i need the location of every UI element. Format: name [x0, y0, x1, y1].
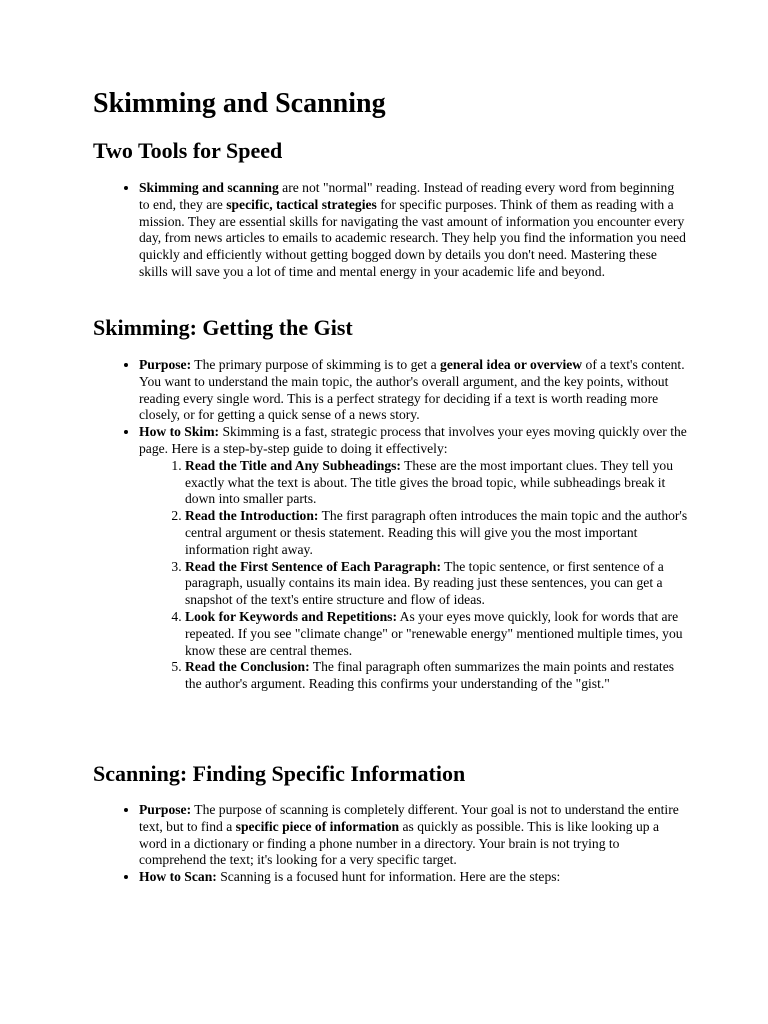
bold-label: Read the Conclusion: [185, 659, 310, 675]
bold-text: specific piece of information [235, 818, 400, 834]
bold-label: Look for Keywords and Repetitions: [185, 608, 397, 624]
section-scanning [93, 802, 688, 886]
numbered-item [185, 659, 688, 693]
body-text: The final paragraph often summarizes the main points and restates the author's argument. Reading this confirms your understanding of the "gist." [185, 659, 675, 692]
section-heading-skimming: Skimming: Getting the Gist [93, 315, 353, 340]
numbered-item [185, 609, 688, 659]
bullet-list [93, 802, 688, 886]
list-item [139, 424, 688, 693]
body-text: Scanning is a focused hunt for information. Here are the steps: [216, 869, 561, 885]
numbered-item [185, 508, 688, 558]
body-text: Skimming is a fast, strategic process that involves your eyes moving quickly over the page. Here is a step-by-step guide to doing it effectively: [139, 424, 687, 456]
bold-text: general idea or overview [440, 357, 583, 372]
page-title: Skimming and Scanning [93, 88, 386, 119]
body-text: The first paragraph often introduces the main topic and the author's central argument or thesis statement. Reading this will give you the most important information right away. [185, 508, 688, 557]
body-text: The primary purpose of skimming is to get a [191, 357, 441, 372]
body-text: The purpose of scanning is completely different. Your goal is not to understand the entire text, but to find a [139, 802, 679, 834]
bold-label: Read the Introduction: [185, 508, 319, 524]
bold-label: Purpose: [139, 357, 192, 372]
section-heading-scanning: Scanning: Finding Specific Information [93, 761, 466, 786]
body-text: As your eyes move quickly, look for words that are repeated. If you see "climate change" or "renewable energy" mentioned multiple times, you know these are central themes. [185, 608, 683, 658]
bold-text: specific, tactical strategies [226, 196, 377, 212]
body-text: as quickly as possible. This is like looking up a word in a dictionary or finding a phone number in a directory. Your brain is not trying to comprehend the text; it's looking for a very specific target. [139, 818, 660, 868]
bullet-list [93, 357, 688, 693]
bullet-list [93, 180, 688, 281]
list-item [139, 357, 688, 424]
list-item [139, 869, 688, 886]
bold-label: How to Scan: [139, 869, 217, 885]
body-text: of a text's content. You want to understand the main topic, the author's overall argument, and the key points, without reading every single word. This is a perfect strategy for deciding if a text is worth reading more closely, or for getting a quick sense of a news story. [139, 357, 685, 423]
list-item [139, 180, 688, 281]
numbered-item [185, 458, 688, 508]
numbered-item [185, 559, 688, 609]
numbered-list [139, 458, 688, 693]
body-text: The topic sentence, or first sentence of a paragraph, usually contains its main idea. By reading just these sentences, you can get a snapshot of the text's entire structure and flow of ideas. [185, 558, 664, 608]
section-skimming [93, 357, 688, 693]
section-heading-two-tools: Two Tools for Speed [93, 138, 283, 163]
body-text: are not "normal" reading. Instead of reading every word from beginning to end, they are [139, 180, 675, 212]
bold-label: Purpose: [139, 802, 192, 817]
section-two-tools [93, 180, 688, 281]
body-text: These are the most important clues. They tell you exactly what the text is about. The title gives the broad topic, while subheadings break it down into smaller parts. [185, 457, 673, 507]
bold-text: Skimming and scanning [139, 180, 279, 195]
bold-label: Read the First Sentence of Each Paragraph: [185, 558, 441, 574]
bold-label: How to Skim: [139, 424, 220, 440]
body-text: for specific purposes. Think of them as reading with a mission. They are essential skills for navigating the vast amount of information you encounter every day, from news articles to emails to academic research. They help you find the information you need quickly and efficiently without getting bogged down by details you don't need. Mastering these skills will save you a lot of time and mental energy in your academic life and beyond. [139, 196, 686, 279]
list-item [139, 802, 688, 869]
bold-label: Read the Title and Any Subheadings: [185, 457, 401, 473]
